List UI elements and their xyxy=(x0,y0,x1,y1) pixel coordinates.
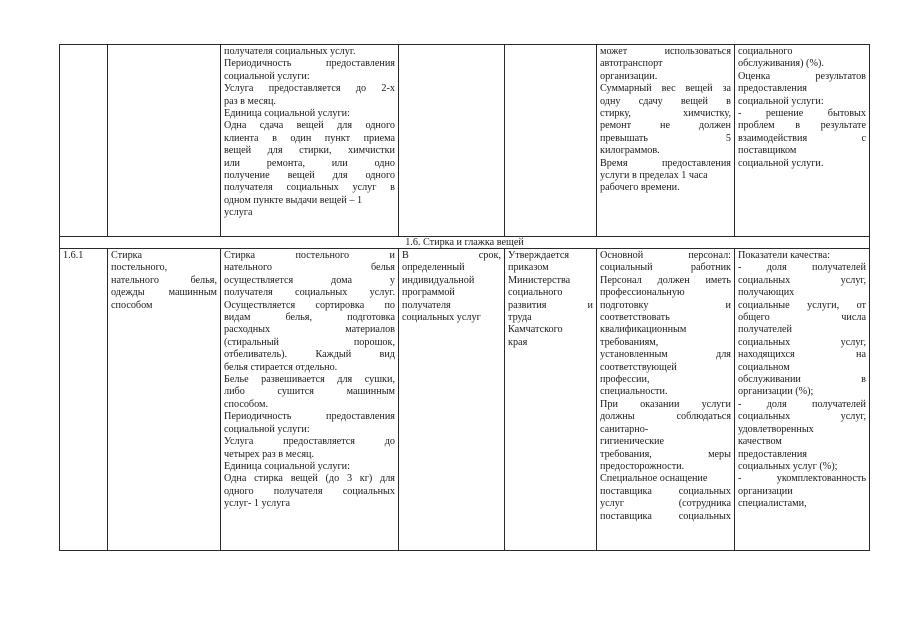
text-line: получающих xyxy=(738,287,795,299)
text-line: При оказании услуги xyxy=(600,398,731,410)
cell-service-conditions xyxy=(597,45,735,237)
text-line: обслуживания) (%). xyxy=(738,58,824,70)
text-line: поставщиком xyxy=(738,145,797,157)
text-line: осуществляется дома у xyxy=(224,274,395,286)
text-line: специальности. xyxy=(600,386,668,398)
cell-service-description xyxy=(221,249,399,551)
text-line: социальные услуги, от xyxy=(738,299,866,311)
text-line: удовлетворенных xyxy=(738,423,814,435)
text-line: видам белья, подготовка xyxy=(224,312,395,324)
text-line: одну сдачу вещей в xyxy=(600,95,731,107)
text-line: одном пункте выдачи вещей – 1 xyxy=(224,194,363,206)
text-line: Белье развешивается для сушки, xyxy=(224,374,395,386)
text-line: социальной услуги: xyxy=(224,423,310,435)
section-header-row xyxy=(60,237,870,249)
text-line: социальной услуги. xyxy=(738,157,824,169)
text-line: Периодичность предоставления xyxy=(224,58,395,70)
text-line: четырех раз в месяц. xyxy=(224,448,315,460)
text-line: - решение бытовых xyxy=(738,108,866,120)
text-line: предоставления xyxy=(738,83,807,95)
text-line: качеством xyxy=(738,436,782,448)
text-line: подготовку и xyxy=(600,299,731,311)
text-line: способом xyxy=(111,299,153,311)
text-line: услуги в пределах 1 часа xyxy=(600,170,708,182)
text-line: Одна стирка вещей (до 3 кг) для xyxy=(224,473,395,485)
text-line: индивидуальной xyxy=(402,274,475,286)
text-line: социальных услуг, xyxy=(738,411,866,423)
text-line: Единица социальной услуги: xyxy=(224,108,350,120)
text-line: килограммов. xyxy=(600,145,660,157)
text-line: организации (%); xyxy=(738,386,814,398)
text-line: получателя xyxy=(402,299,451,311)
text-line: приказом xyxy=(508,262,549,274)
cell-service-name xyxy=(108,249,221,551)
text-line: профессии, xyxy=(600,374,650,386)
text-line: социальной услуги: xyxy=(738,95,824,107)
text-line: социальных услуг (%); xyxy=(738,460,838,472)
text-line: услуг- 1 услуга xyxy=(224,498,291,510)
text-line: требования, меры xyxy=(600,448,731,460)
text-line: Основной персонал: xyxy=(600,250,731,261)
text-line: получателя социальных услуг. xyxy=(224,287,395,299)
text-line: превышать 5 xyxy=(600,132,731,144)
text-line: общего числа xyxy=(738,312,866,324)
text-line: гигиенические xyxy=(600,436,665,448)
text-line: поставщика социальных xyxy=(600,485,731,497)
text-line: специалистами, xyxy=(738,498,807,510)
text-line: белья стирается отдельно. xyxy=(224,361,338,373)
text-line: вещей для стирки, химчистки xyxy=(224,145,395,157)
text-line: Услуга предоставляется до 2-х xyxy=(224,83,395,95)
text-line: одежды машинным xyxy=(111,287,217,299)
text-line: социальный работник xyxy=(600,262,731,274)
text-line: услуг (сотрудника xyxy=(600,498,731,510)
text-line: развития и xyxy=(508,299,593,311)
text-line: Осуществляется сортировка по xyxy=(224,299,395,311)
text-line: стирку, химчистку, xyxy=(600,108,731,120)
text-line: организации xyxy=(738,485,793,497)
cell-service-tariff xyxy=(505,249,597,551)
text-line: организации. xyxy=(600,70,658,82)
text-line: отбеливатель). Каждый вид xyxy=(224,349,395,361)
text-line: Суммарный вес вещей за xyxy=(600,83,731,95)
table-row-1-6-1 xyxy=(60,249,870,551)
text-line: В срок, xyxy=(402,250,501,261)
text-line: требованиям, xyxy=(600,336,659,348)
text-line: получателей xyxy=(738,324,793,336)
text-line: предоставления xyxy=(738,448,807,460)
text-line: Специальное оснащение xyxy=(600,473,708,485)
text-line: находящихся на xyxy=(738,349,866,361)
text-line: Единица социальной услуги: xyxy=(224,460,350,472)
text-line: обслуживании в xyxy=(738,374,866,386)
text-line: программой xyxy=(402,287,455,299)
text-line: способом. xyxy=(224,398,269,410)
text-line: постельного, xyxy=(111,262,168,274)
text-line: получателя социальных услуг в xyxy=(224,182,395,194)
text-line: Стирка постельного и xyxy=(224,250,395,261)
text-line: получателя социальных услуг. xyxy=(224,46,356,57)
text-line: установленным для xyxy=(600,349,731,361)
cell-service-term xyxy=(399,45,505,237)
social-services-table xyxy=(59,44,870,551)
text-line: раз в месяц. xyxy=(224,95,276,107)
text-line: взаимодействия с xyxy=(738,132,866,144)
text-line: соответствующей xyxy=(600,361,677,373)
text-line: Министерства xyxy=(508,274,571,286)
text-line: Периодичность предоставления xyxy=(224,411,395,423)
section-title: 1.6. Стирка и глажка вещей xyxy=(60,237,870,249)
cell-service-tariff xyxy=(505,45,597,237)
cell-number xyxy=(60,45,108,237)
text-line: Время предоставления xyxy=(600,157,731,169)
text-line: ремонт не должен xyxy=(600,120,731,132)
text-line: должны соблюдаться xyxy=(600,411,731,423)
text-line: социальном xyxy=(738,361,790,373)
text-line: - укомплектованность xyxy=(738,473,866,485)
text-line: нательного белья xyxy=(224,262,395,274)
text-line: получение вещей для одного xyxy=(224,170,395,182)
text-line: рабочего времени. xyxy=(600,182,680,194)
text-line: Оценка результатов xyxy=(738,70,866,82)
cell-service-description xyxy=(221,45,399,237)
text-line: расходных материалов xyxy=(224,324,395,336)
cell-service-conditions xyxy=(597,249,735,551)
text-line: может использоваться xyxy=(600,46,731,57)
text-line: социальных услуг, xyxy=(738,274,866,286)
text-line: 1.6.1 xyxy=(63,250,84,261)
cell-service-name xyxy=(108,45,221,237)
cell-quality-indicators xyxy=(735,249,870,551)
text-line: Услуга предоставляется до xyxy=(224,436,395,448)
text-line: предосторожности. xyxy=(600,460,685,472)
text-line: поставщика социальных xyxy=(600,510,731,522)
text-line: социального xyxy=(738,46,793,57)
text-line: - доля получателей xyxy=(738,398,866,410)
text-line: услуга xyxy=(224,207,253,219)
text-line: Персонал должен иметь xyxy=(600,274,731,286)
text-line: Стирка xyxy=(111,250,142,261)
text-line: (стиральный порошок, xyxy=(224,336,395,348)
text-line: квалификационным xyxy=(600,324,687,336)
text-line: клиента в один пункт приема xyxy=(224,132,395,144)
text-line: социальных услуг, xyxy=(738,336,866,348)
cell-quality-indicators xyxy=(735,45,870,237)
text-line: - доля получателей xyxy=(738,262,866,274)
table-row-continued xyxy=(60,45,870,237)
text-line: либо сушится машинным xyxy=(224,386,395,398)
text-line: Показатели качества: xyxy=(738,250,830,261)
text-line: или ремонта, или одно xyxy=(224,157,395,169)
text-line: труда xyxy=(508,312,532,324)
text-line: социального xyxy=(508,287,563,299)
text-line: социальной услуги: xyxy=(224,70,310,82)
cell-number xyxy=(60,249,108,551)
text-line: Утверждается xyxy=(508,250,570,261)
cell-service-term xyxy=(399,249,505,551)
text-line: определенный xyxy=(402,262,465,274)
text-line: Камчатского xyxy=(508,324,563,336)
text-line: профессиональную xyxy=(600,287,685,299)
text-line: автотранспорт xyxy=(600,58,663,70)
text-line: нательного белья, xyxy=(111,274,217,286)
text-line: социальных услуг xyxy=(402,312,481,324)
text-line: одного получателя социальных xyxy=(224,485,395,497)
text-line: санитарно- xyxy=(600,423,649,435)
text-line: Одна сдача вещей для одного xyxy=(224,120,395,132)
text-line: края xyxy=(508,336,528,348)
text-line: проблем в результате xyxy=(738,120,866,132)
text-line: соответствовать xyxy=(600,312,670,324)
